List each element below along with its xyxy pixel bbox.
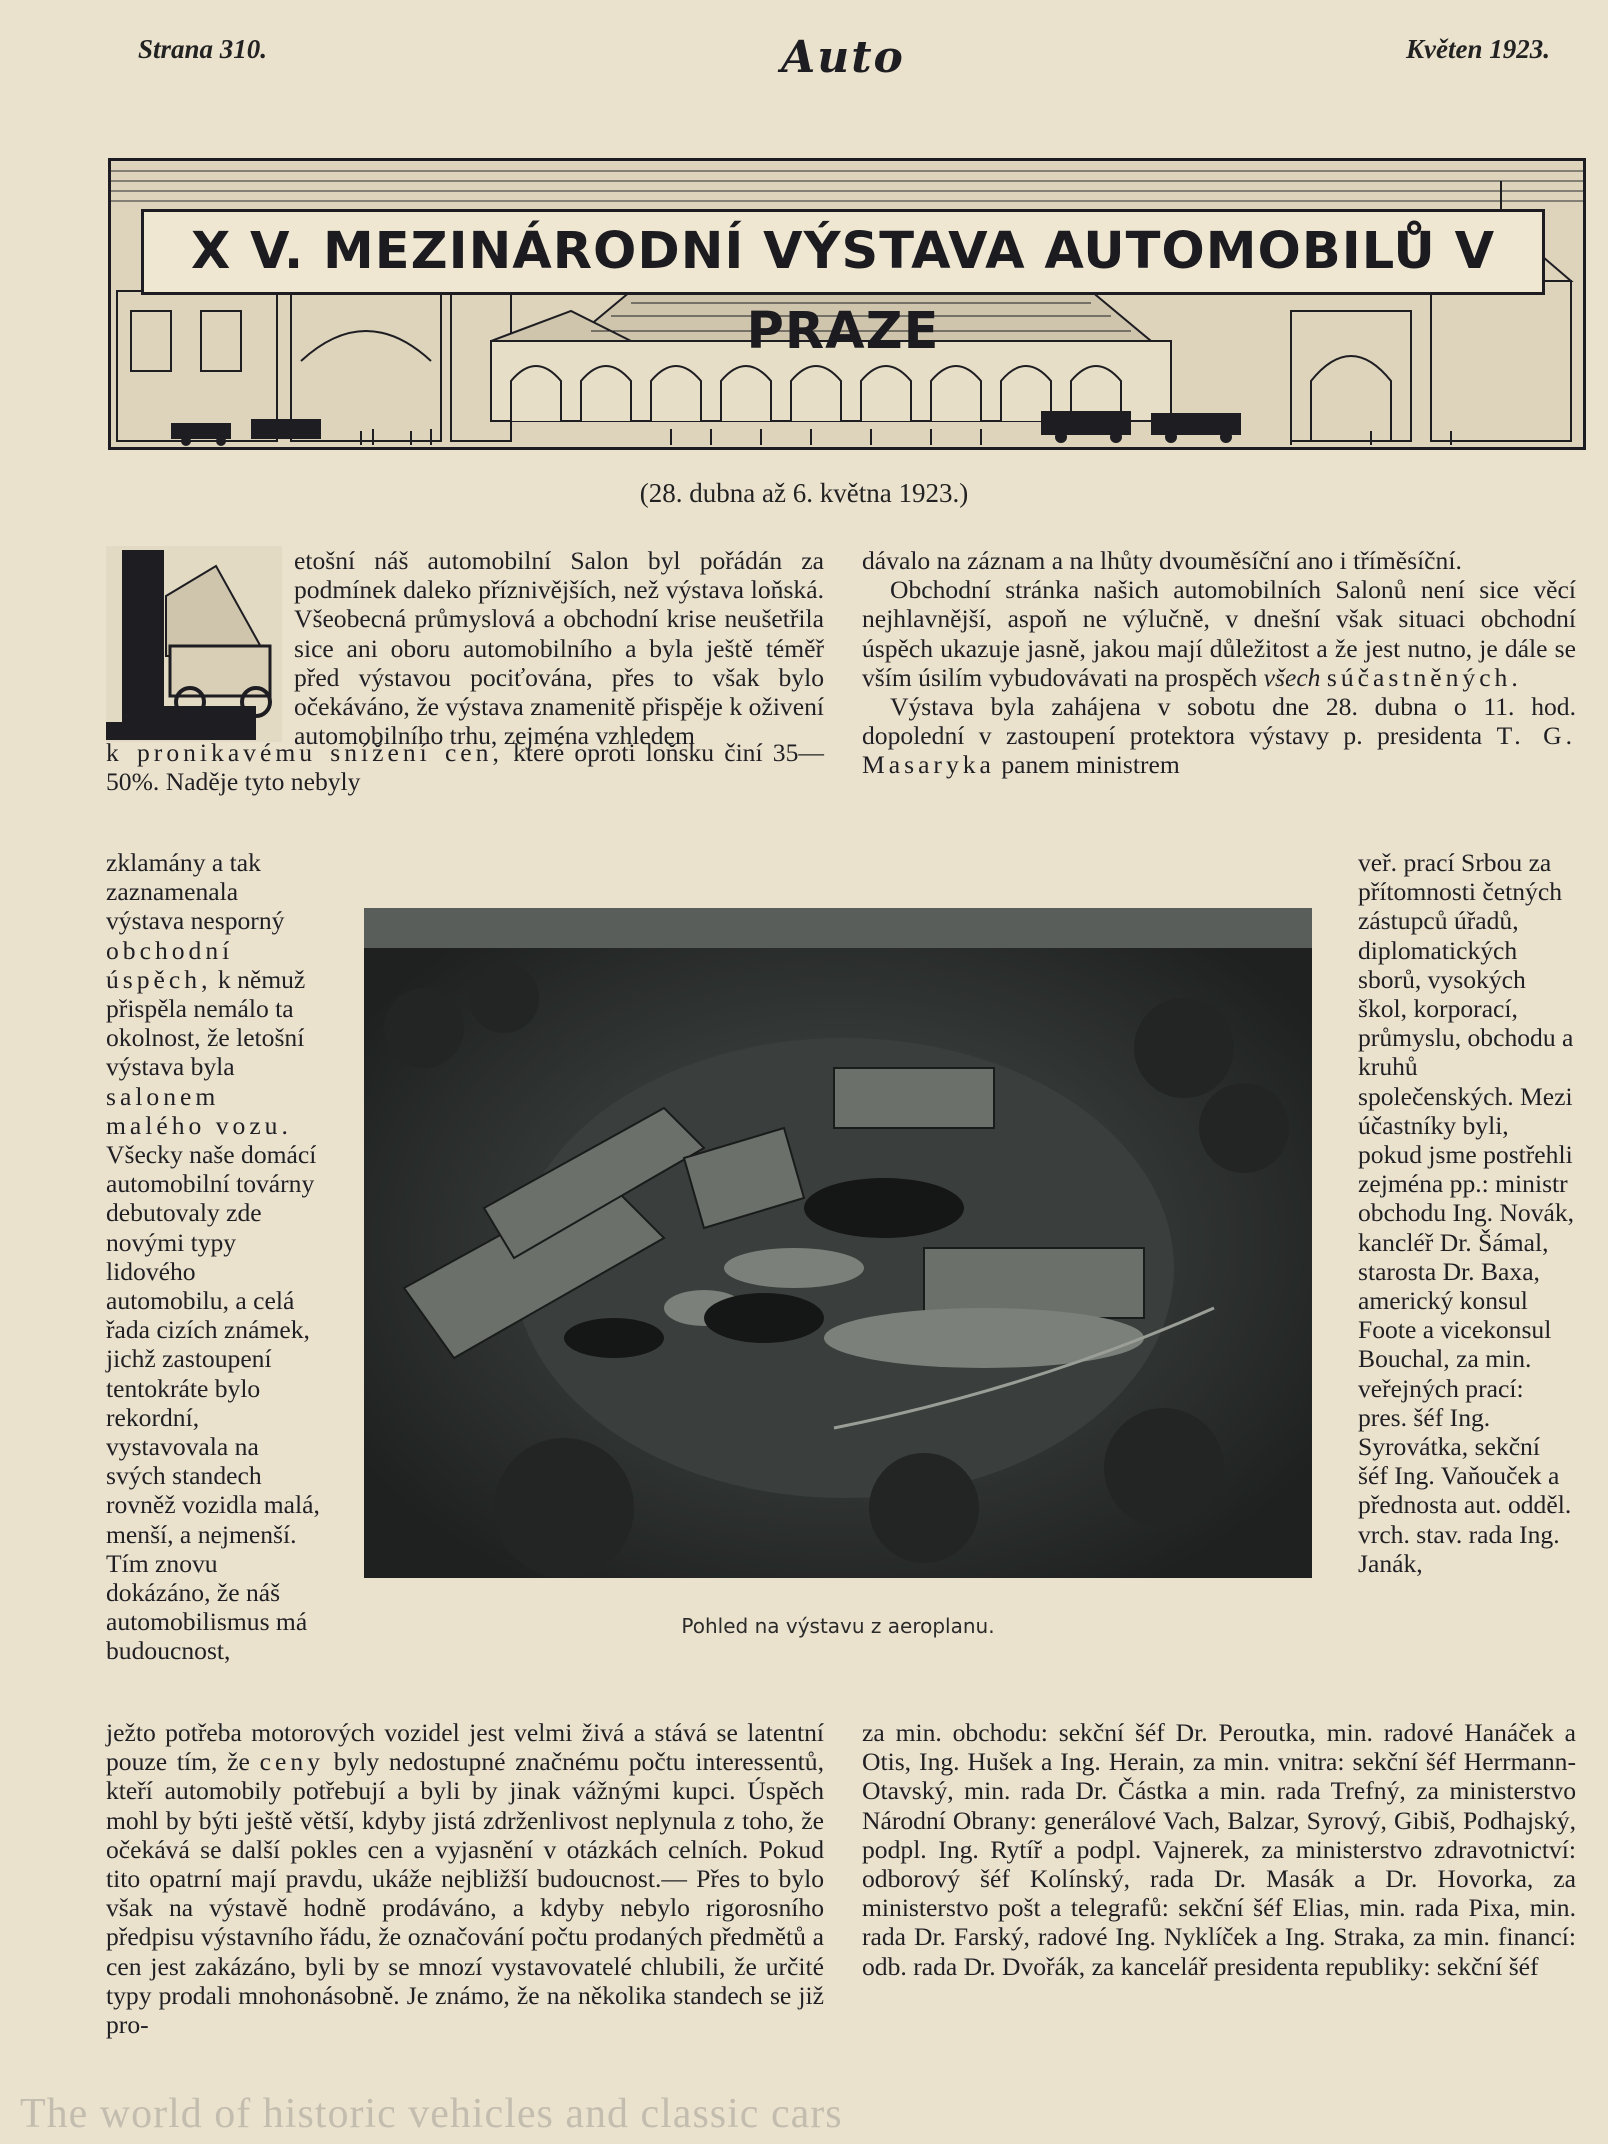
paragraph-intro: etošní náš automobilní Salon byl pořádán za podmínek daleko příznivějších, než výstava loňská. Všeobecná průmyslová a obchodní krise neušetřila sice ani oboru automobilního a byla ještě téměř před výstavou pociťována, přes to však bylo očekáváno, že výstava znamenitě přispěje k oživení automobilního trhu, zejména vzhledem (294, 546, 824, 751)
spaced-small-car: salonem malého vozu. (106, 1081, 292, 1140)
italic-all: všech (1263, 662, 1321, 692)
watermark-text: The world of historic vehicles and classic cars (20, 2091, 843, 2137)
col1-narrow (106, 848, 322, 1666)
paragraph-opening-a: Výstava byla zahájena v sobotu dne 28. dubna o 11. hod. dopolední v zastoupení protektora výstavy p. presidenta (862, 692, 1576, 751)
dropcap-letter: L (126, 716, 127, 717)
spaced-business-success: obchodní úspěch, (106, 935, 234, 994)
title-banner (108, 158, 1586, 450)
col2-top (862, 546, 1576, 780)
col2-narrow (1358, 848, 1576, 1578)
spaced-participants: súčastněných. (1326, 662, 1522, 692)
exhibition-dates: (28. dubna až 6. května 1923.) (639, 478, 969, 508)
auto-logo: Auto (781, 32, 905, 83)
paragraph-intro-end: které oproti loňsku činí 35—50%. Naděje tyto nebyly (106, 738, 824, 797)
col1-continued (106, 738, 824, 796)
col2-bottom (862, 1718, 1576, 1981)
paragraph-success-a: zklamány a tak zaznamenala výstava nesporný (106, 848, 285, 936)
photo-caption: Pohled na výstavu z aeroplanu. (681, 1614, 995, 1638)
issue-date: Květen 1923. (1406, 34, 1550, 64)
dropcap-l-illustration (106, 546, 282, 742)
paragraph-demand-a: ježto potřeba motorových vozidel jest velmi živá a stává se latentní pouze tím, že (106, 1718, 824, 1777)
paragraph-demand-b: byly nedostupné značnému počtu interessentů, kteří automobily potřebují a byli by jinak vážnými kupci. Úspěch mohl by býti ještě větší, kdyby jistá zdrženlivost neplynula z toho, že očekává se další pokles cen a vyjasnění v otázkách celních. Pokud tito opatrní mají pravdu, ukáže nejbližší budoucnost.— Přes to bylo však na výstavě hodně prodáváno, a kdyby nebylo rigorosního předpisu výstavního řádu, že označování počtu prodaných předmětů a cen jest zakázáno, byli by se mnozí vystavovatelé chlubili, že určité typy prodali mnohonásobně. Je známo, že na několika standech se již pro- (106, 1747, 824, 2040)
article-title: X V. MEZINÁRODNÍ VÝSTAVA AUTOMOBILŮ V PRAZE (141, 209, 1545, 295)
paragraph-orders: dávalo na záznam a na lhůty dvouměsíční ano i tříměsíční. (862, 546, 1462, 575)
aerial-photo (364, 908, 1312, 1578)
aerial-photo-graphic (364, 908, 1312, 1578)
page-number: Strana 310. (138, 34, 268, 64)
paragraph-success-c: Všecky naše domácí automobilní továrny debutovaly zde novými typy lidového automobilu, a celá řada cizích známek, jichž zastoupení tentokráte bylo rekordní, vystavovala na svých standech rovněž vozidla malá, menší, a nejmenší. Tím znovu dokázáno, že náš automobilismus má budoucnost, (106, 1140, 320, 1666)
spaced-price-drop: k pronikavému snížení cen, (106, 738, 503, 767)
paragraph-success-b: k němuž přispěla nemálo ta okolnost, že letošní výstava byla (106, 964, 306, 1082)
col1-bottom (106, 1718, 824, 2039)
spaced-president-name: T. G. Masaryka (862, 721, 1576, 780)
paragraph-commerce: Obchodní stránka našich automobilních Salonů není sice věcí nejhlavnější, aspoň ne výlučně, v dnešní však situaci obchodní úspěch ukazuje jasně, jakou mají důležitost a že jest nutno, je dále se vším úsilím vybudovávati na prospěch (862, 575, 1576, 692)
paragraph-opening-b: panem ministrem (1001, 750, 1180, 780)
col1-top (294, 546, 824, 750)
paragraph-ministries: za min. obchodu: sekční šéf Dr. Peroutka, min. radové Hanáček a Otis, Ing. Hušek a Ing. Herain, za min. vnitra: sekční šéf Herrmann-Otavský, min. rada Dr. Částka a min. rada Trefný, za ministerstvo Národní Obrany: generálové Vach, Balzar, Syrový, Gibiš, Podhajský, podpl. Ing. Rytíř a podpl. Vajnerek, za ministerstvo zdravotnictví: odborový šéf Kolínský, rada Dr. Masák a Dr. Hovorka, za ministerstvo pošt a telegrafů: sekční šéf Elias, min. rada Pixa, min. rada Dr. Farský, radové Ing. Nyklíček a Ing. Straka, za min. financí: odb. rada Dr. Dvořák, za kancelář presidenta republiky: sekční šéf (862, 1718, 1576, 1981)
spaced-prices: ceny (259, 1747, 324, 1777)
paragraph-attendees: veř. prací Srbou za přítomnosti četných zástupců úřadů, diplomatických sborů, vysokých škol, korporací, průmyslu, obchodu a kruhů společenských. Mezi účastníky byli, pokud jsme postřehli zejména pp.: ministr obchodu Ing. Novák, kancléř Dr. Šámal, starosta Dr. Baxa, americký konsul Foote a vicekonsul Bouchal, za min. veřejných prací: pres. šéf Ing. Syrovátka, sekční šéf Ing. Vaňouček a přednosta aut. odděl. vrch. stav. rada Ing. Janák, (1358, 848, 1575, 1578)
